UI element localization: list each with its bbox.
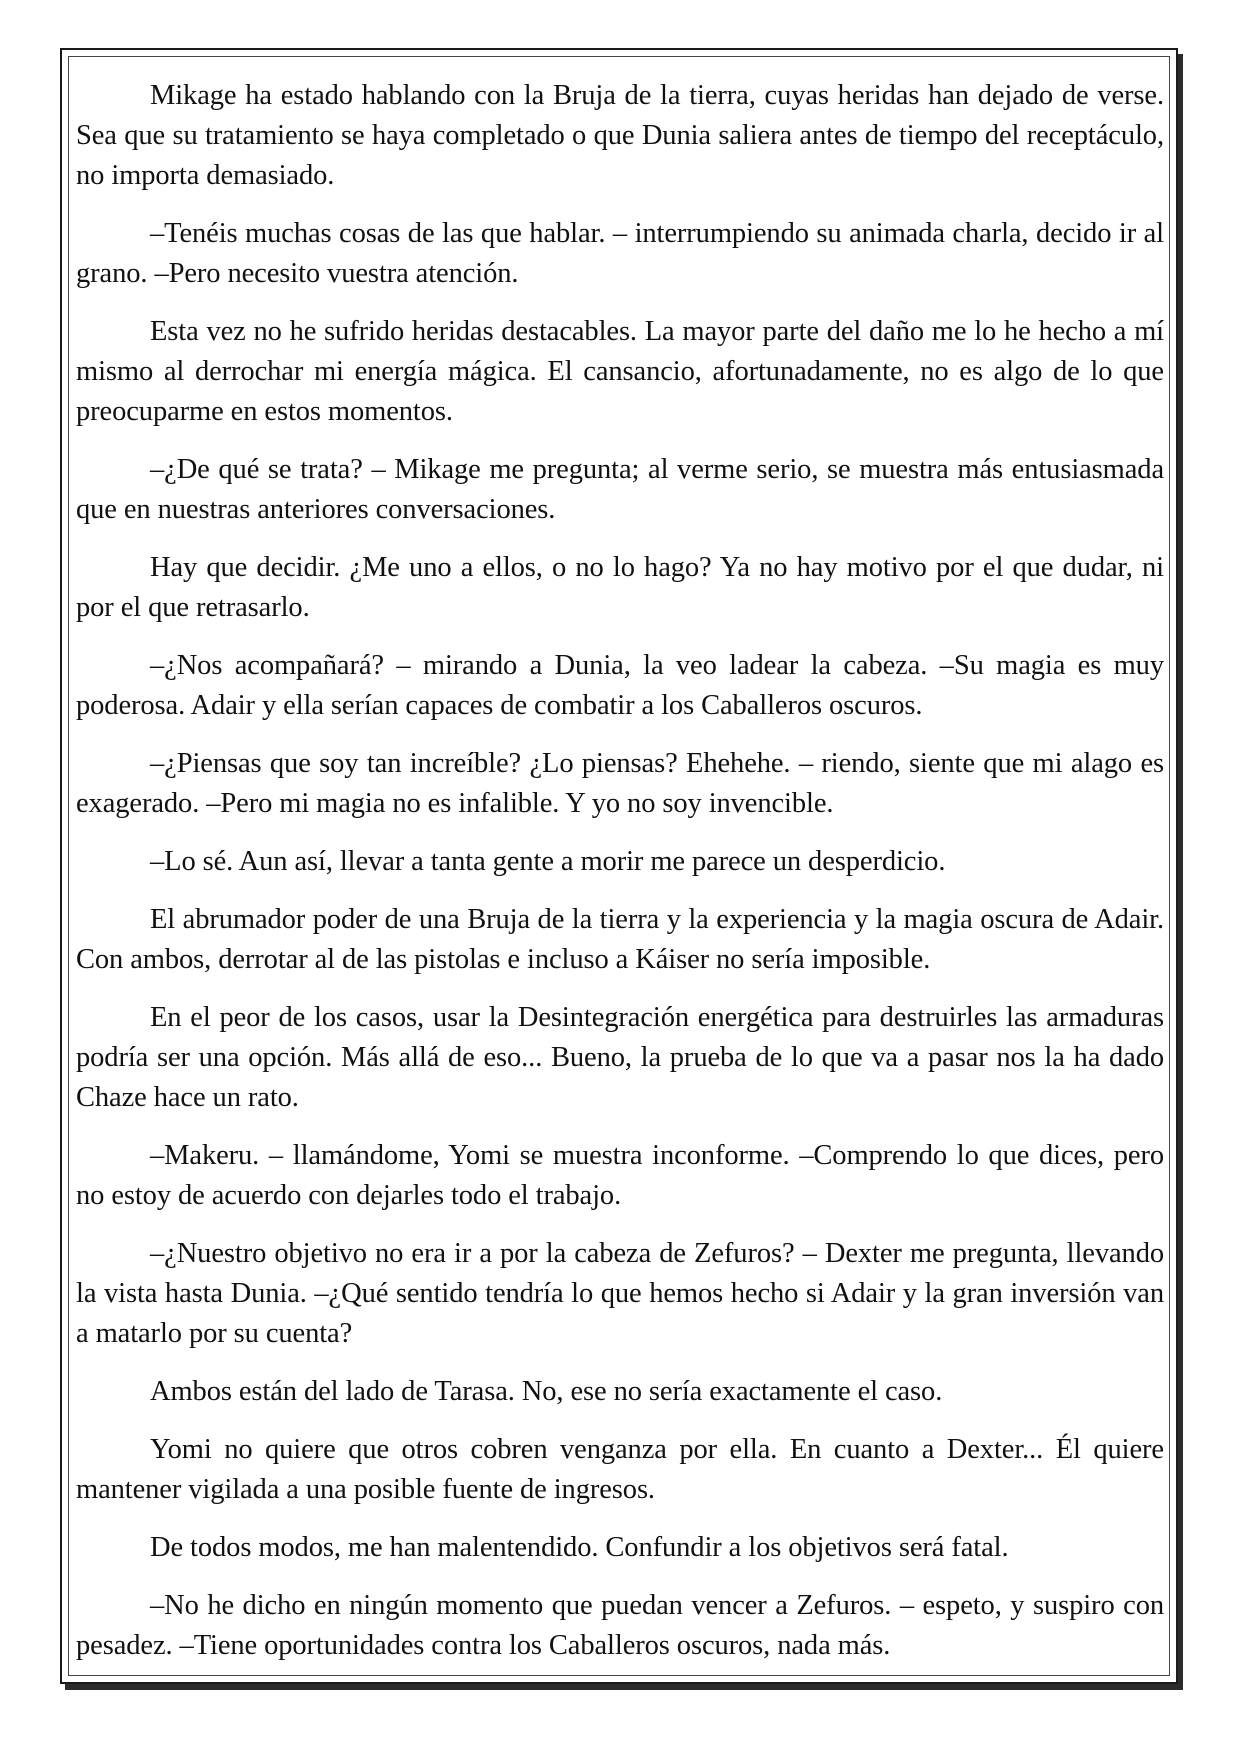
text-body	[76, 76, 1164, 1684]
paragraph: –Tenéis muchas cosas de las que hablar. – interrumpiendo su animada charla, decido ir al grano. –Pero necesito vuestra atención.	[76, 218, 1164, 289]
paragraph: El abrumador poder de una Bruja de la tierra y la experiencia y la magia oscura de Adair. Con ambos, derrotar al de las pistolas e incluso a Káiser no sería imposible.	[76, 904, 1164, 975]
paragraph: En el peor de los casos, usar la Desintegración energética para destruirles las armaduras podría ser una opción. Más allá de eso... Bueno, la prueba de lo que va a pasar nos la ha dado Chaze hace un rato.	[76, 1002, 1164, 1113]
page-border	[60, 48, 1178, 1684]
paragraph: –¿Nuestro objetivo no era ir a por la cabeza de Zefuros? – Dexter me pregunta, llevando la vista hasta Dunia. –¿Qué sentido tendría lo que hemos hecho si Adair y la gran inversión van a matarlo por su cuenta?	[76, 1238, 1164, 1349]
paragraph: Hay que decidir. ¿Me uno a ellos, o no lo hago? Ya no hay motivo por el que dudar, ni por el que retrasarlo.	[76, 552, 1164, 623]
paragraph: De todos modos, me han malentendido. Confundir a los objetivos será fatal.	[150, 1532, 1009, 1563]
paragraph: –¿Nos acompañará? – mirando a Dunia, la veo ladear la cabeza. –Su magia es muy poderosa. Adair y ella serían capaces de combatir a los Caballeros oscuros.	[76, 650, 1164, 721]
paragraph: Ambos están del lado de Tarasa. No, ese no sería exactamente el caso.	[150, 1376, 943, 1407]
paragraph: –¿De qué se trata? – Mikage me pregunta; al verme serio, se muestra más entusiasmada que en nuestras anteriores conversaciones.	[76, 454, 1164, 525]
paragraph: Esta vez no he sufrido heridas destacables. La mayor parte del daño me lo he hecho a mí mismo al derrochar mi energía mágica. El cansancio, afortunadamente, no es algo de lo que preocuparme en estos momentos.	[76, 316, 1164, 427]
paragraph: –Makeru. – llamándome, Yomi se muestra inconforme. –Comprendo lo que dices, pero no estoy de acuerdo con dejarles todo el trabajo.	[76, 1140, 1164, 1211]
paragraph: –¿Piensas que soy tan increíble? ¿Lo piensas? Ehehehe. – riendo, siente que mi alago es exagerado. –Pero mi magia no es infalible. Y yo no soy invencible.	[76, 748, 1164, 819]
paragraph: Yomi no quiere que otros cobren venganza por ella. En cuanto a Dexter... Él quiere mantener vigilada a una posible fuente de ingresos.	[76, 1434, 1164, 1505]
paragraph: –No he dicho en ningún momento que puedan vencer a Zefuros. – espeto, y suspiro con pesadez. –Tiene oportunidades contra los Caballeros oscuros, nada más.	[76, 1590, 1164, 1661]
paragraph: –Lo sé. Aun así, llevar a tanta gente a morir me parece un desperdicio.	[150, 846, 946, 877]
paragraph: Mikage ha estado hablando con la Bruja de la tierra, cuyas heridas han dejado de verse. Sea que su tratamiento se haya completado o que Dunia saliera antes de tiempo del receptáculo, no importa demasiado.	[76, 80, 1164, 191]
